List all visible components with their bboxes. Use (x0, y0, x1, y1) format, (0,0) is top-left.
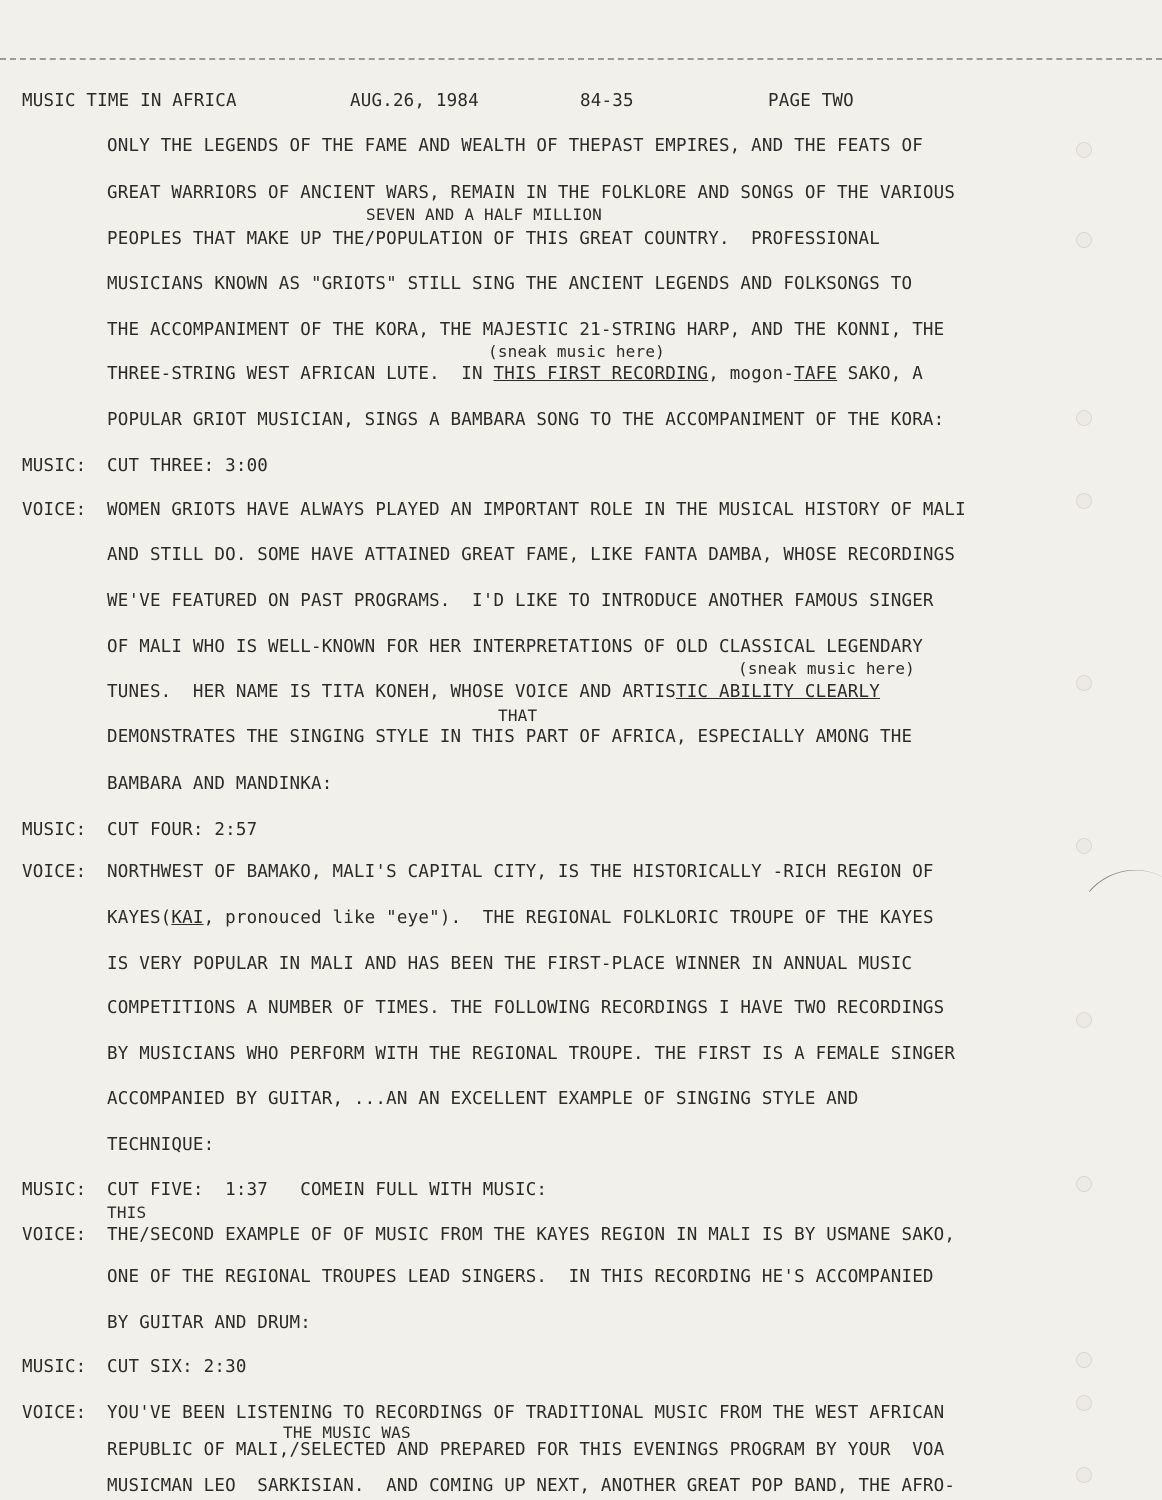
text-line: AND STILL DO. SOME HAVE ATTAINED GREAT FAME, LIKE FANTA DAMBA, WHOSE RECORDINGS (107, 545, 956, 565)
text-line: TUNES. HER NAME IS TITA KONEH, WHOSE VOICE AND ARTISTIC ABILITY CLEARLY (107, 682, 880, 702)
voice-cue-label: VOICE: (22, 1403, 87, 1423)
text-line: YOU'VE BEEN LISTENING TO RECORDINGS OF TRADITIONAL MUSIC FROM THE WEST AFRICAN (107, 1403, 945, 1423)
voice-cue-label: VOICE: (22, 1225, 87, 1245)
text-line: WE'VE FEATURED ON PAST PROGRAMS. I'D LIKE TO INTRODUCE ANOTHER FAMOUS SINGER (107, 591, 934, 611)
handwritten-insert: THAT (498, 706, 538, 725)
music-cue-label: MUSIC: (22, 1180, 87, 1200)
broadcast-date: AUG.26, 1984 (350, 91, 479, 111)
text-line: BAMBARA AND MANDINKA: (107, 774, 333, 794)
top-rule (0, 58, 1162, 60)
text-line: MUSICIANS KNOWN AS "GRIOTS" STILL SING THE ANCIENT LEGENDS AND FOLKSONGS TO (107, 274, 913, 294)
text-line: TECHNIQUE: (107, 1135, 215, 1155)
text-line: ACCOMPANIED BY GUITAR, ...AN AN EXCELLENT EXAMPLE OF SINGING STYLE AND (107, 1089, 859, 1109)
insert-note: (sneak music here) (488, 342, 665, 361)
handwritten-insert: SEVEN AND A HALF MILLION (366, 205, 602, 224)
text-line: IS VERY POPULAR IN MALI AND HAS BEEN THE FIRST-PLACE WINNER IN ANNUAL MUSIC (107, 954, 913, 974)
text-line: MUSICMAN LEO SARKISIAN. AND COMING UP NEXT, ANOTHER GREAT POP BAND, THE AFRO- (107, 1476, 956, 1496)
text-line: DEMONSTRATES THE SINGING STYLE IN THIS PART OF AFRICA, ESPECIALLY AMONG THE (107, 727, 913, 747)
text-line: ONE OF THE REGIONAL TROUPES LEAD SINGERS. IN THIS RECORDING HE'S ACCOMPANIED (107, 1267, 934, 1287)
program-title: MUSIC TIME IN AFRICA (22, 91, 237, 111)
text-line: ONLY THE LEGENDS OF THE FAME AND WEALTH OF THEPAST EMPIRES, AND THE FEATS OF (107, 136, 923, 156)
page-number: PAGE TWO (768, 91, 854, 111)
text-line: NORTHWEST OF BAMAKO, MALI'S CAPITAL CITY, IS THE HISTORICALLY -RICH REGION OF (107, 862, 934, 882)
text-line: GREAT WARRIORS OF ANCIENT WARS, REMAIN IN THE FOLKLORE AND SONGS OF THE VARIOUS (107, 183, 956, 203)
music-cue-label: MUSIC: (22, 820, 87, 840)
voice-cue-label: VOICE: (22, 500, 87, 520)
text-line: WOMEN GRIOTS HAVE ALWAYS PLAYED AN IMPORTANT ROLE IN THE MUSICAL HISTORY OF MALI (107, 500, 966, 520)
margin-pencil-stroke (1089, 845, 1162, 930)
text-line: BY MUSICIANS WHO PERFORM WITH THE REGIONAL TROUPE. THE FIRST IS A FEMALE SINGER (107, 1044, 956, 1064)
text-line: THE/SECOND EXAMPLE OF OF MUSIC FROM THE KAYES REGION IN MALI IS BY USMANE SAKO, (107, 1225, 956, 1245)
text-line: OF MALI WHO IS WELL-KNOWN FOR HER INTERPRETATIONS OF OLD CLASSICAL LEGENDARY (107, 637, 923, 657)
program-code: 84-35 (580, 91, 634, 111)
music-cue-label: MUSIC: (22, 1357, 87, 1377)
text-line: PEOPLES THAT MAKE UP THE/POPULATION OF THIS GREAT COUNTRY. PROFESSIONAL (107, 229, 880, 249)
music-cue: CUT FOUR: 2:57 (107, 820, 258, 840)
insert-note: (sneak music here) (738, 659, 915, 678)
handwritten-insert: THIS (107, 1203, 147, 1222)
text-line: THE ACCOMPANIMENT OF THE KORA, THE MAJESTIC 21-STRING HARP, AND THE KONNI, THE (107, 320, 945, 340)
text-line: POPULAR GRIOT MUSICIAN, SINGS A BAMBARA SONG TO THE ACCOMPANIMENT OF THE KORA: (107, 410, 945, 430)
music-cue: CUT FIVE: 1:37 COMEIN FULL WITH MUSIC: (107, 1180, 548, 1200)
voice-cue-label: VOICE: (22, 862, 87, 882)
music-cue-label: MUSIC: (22, 456, 87, 476)
text-line: REPUBLIC OF MALI,/SELECTED AND PREPARED FOR THIS EVENINGS PROGRAM BY YOUR VOA (107, 1440, 945, 1460)
text-line: COMPETITIONS A NUMBER OF TIMES. THE FOLLOWING RECORDINGS I HAVE TWO RECORDINGS (107, 998, 945, 1018)
handwritten-insert: THE MUSIC WAS (283, 1423, 411, 1442)
text-line: BY GUITAR AND DRUM: (107, 1313, 311, 1333)
text-line: THREE-STRING WEST AFRICAN LUTE. IN THIS FIRST RECORDING, mogon-TAFE SAKO, A (107, 364, 923, 384)
music-cue: CUT THREE: 3:00 (107, 456, 269, 476)
text-line: KAYES(KAI, pronouced like "eye"). THE REGIONAL FOLKLORIC TROUPE OF THE KAYES (107, 908, 934, 928)
music-cue: CUT SIX: 2:30 (107, 1357, 247, 1377)
